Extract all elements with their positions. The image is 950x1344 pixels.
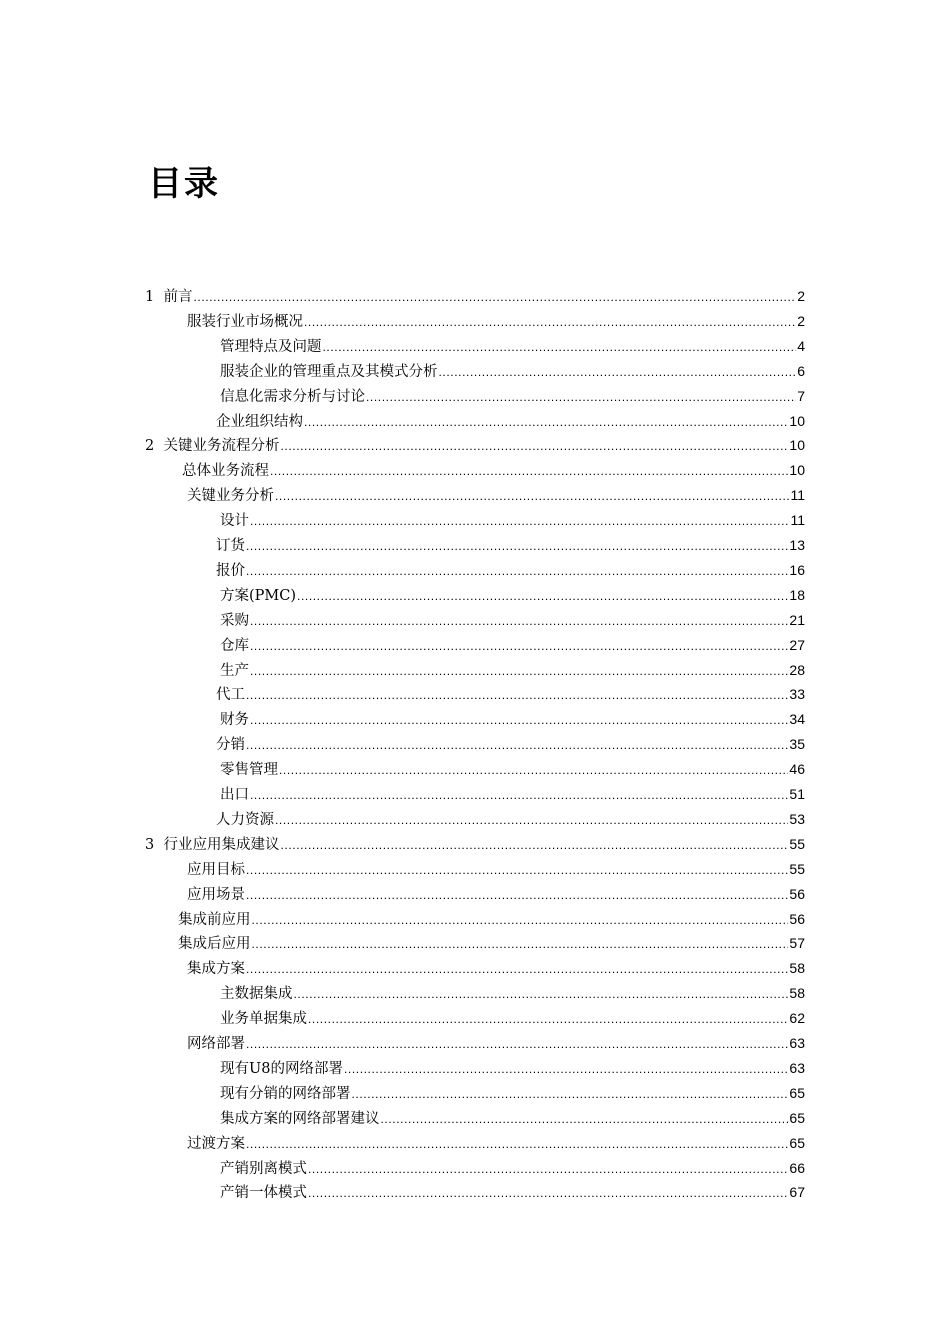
toc-entry-label: 3 行业应用集成建议 — [145, 836, 280, 853]
toc-entry-label: 方案(PMC) — [220, 587, 297, 604]
dot-leader — [304, 410, 788, 435]
dot-leader — [280, 833, 788, 858]
toc-entry[interactable] — [187, 309, 805, 334]
toc-entry-label: 总体业务流程 — [182, 463, 269, 480]
toc-entry-label: 应用场景 — [187, 886, 245, 903]
dot-leader — [275, 484, 789, 509]
toc-entry-page: 58 — [789, 985, 805, 1002]
toc-entry-page: 21 — [789, 611, 805, 628]
toc-entry[interactable] — [187, 857, 805, 882]
toc-entry[interactable] — [145, 433, 805, 458]
toc-entry-label: 产销别离模式 — [220, 1160, 307, 1177]
dot-leader — [250, 783, 788, 808]
toc-entry[interactable] — [220, 608, 805, 633]
toc-entry[interactable] — [220, 583, 805, 608]
toc-entry[interactable] — [182, 458, 805, 483]
toc-entry-page: 55 — [789, 860, 805, 877]
dot-leader — [366, 385, 796, 410]
toc-entry[interactable] — [187, 483, 805, 508]
toc-entry-page: 63 — [789, 1059, 805, 1076]
toc-entry[interactable] — [220, 981, 805, 1006]
dot-leader — [246, 1132, 788, 1157]
toc-entry-page: 10 — [789, 462, 805, 479]
dot-leader — [246, 1032, 788, 1057]
dot-leader — [246, 858, 788, 883]
toc-entry[interactable] — [220, 1106, 805, 1131]
toc-entry-label: 生产 — [220, 662, 249, 679]
dot-leader — [323, 335, 797, 360]
toc-entry-page: 11 — [790, 487, 805, 504]
toc-entry-page: 16 — [789, 561, 805, 578]
toc-entry-label: 零售管理 — [220, 762, 278, 779]
toc-entry-page: 11 — [790, 512, 805, 529]
toc-entry-page: 6 — [797, 362, 805, 379]
toc-entry-label: 服装行业市场概况 — [187, 313, 303, 330]
dot-leader — [294, 982, 789, 1007]
toc-entry[interactable] — [216, 409, 805, 434]
toc-entry-label: 产销一体模式 — [220, 1185, 307, 1202]
toc-entry[interactable] — [216, 682, 805, 707]
toc-entry-label: 现有分销的网络部署 — [220, 1085, 351, 1102]
toc-entry-page: 63 — [789, 1035, 805, 1051]
toc-entry-label: 仓库 — [220, 637, 249, 654]
dot-leader — [270, 459, 788, 484]
dot-leader — [246, 559, 788, 584]
toc-entry-label: 1 前言 — [145, 289, 193, 305]
toc-entry-page: 56 — [789, 910, 805, 927]
toc-entry-page: 57 — [789, 935, 805, 952]
dot-leader — [246, 957, 788, 982]
toc-entry-page: 56 — [789, 885, 805, 902]
dot-leader — [250, 659, 788, 684]
dot-leader — [275, 808, 788, 833]
dot-leader — [250, 634, 788, 659]
toc-entry[interactable] — [220, 1156, 805, 1181]
toc-entry-page: 18 — [789, 586, 805, 603]
toc-entry-label: 应用目标 — [187, 861, 245, 878]
toc-entry[interactable] — [220, 384, 805, 409]
toc-entry-page: 62 — [789, 1010, 805, 1027]
toc-entry-page: 7 — [797, 387, 805, 404]
dot-leader — [344, 1057, 788, 1082]
toc-entry-page: 53 — [789, 810, 805, 827]
toc-entry[interactable] — [145, 832, 805, 857]
toc-entry-label: 设计 — [220, 513, 249, 530]
toc-entry-page: 10 — [789, 412, 805, 429]
toc-entry[interactable] — [187, 1131, 805, 1156]
toc-entry[interactable] — [187, 882, 805, 907]
toc-entry-page: 65 — [789, 1084, 805, 1101]
toc-entry[interactable] — [216, 533, 805, 558]
toc-entry[interactable] — [220, 707, 805, 732]
toc-entry[interactable] — [216, 732, 805, 757]
dot-leader — [246, 883, 788, 908]
toc-entry-page: 2 — [797, 312, 805, 329]
toc-entry[interactable] — [220, 1006, 805, 1031]
toc-entry-label: 集成前应用 — [178, 911, 251, 928]
toc-entry[interactable] — [220, 1056, 805, 1081]
toc-entry-label: 信息化需求分析与讨论 — [220, 388, 365, 405]
toc-entry-label: 报价 — [216, 562, 245, 579]
toc-entry-page: 28 — [789, 661, 805, 678]
toc-entry[interactable] — [220, 757, 805, 782]
toc-entry[interactable] — [220, 1081, 805, 1106]
dot-leader — [308, 1007, 788, 1032]
toc-entry-page: 46 — [789, 761, 805, 778]
toc-entry[interactable] — [220, 633, 805, 658]
dot-leader — [252, 932, 789, 957]
toc-entry[interactable] — [220, 658, 805, 683]
dot-leader — [297, 584, 788, 609]
toc-entry-label: 订货 — [216, 538, 245, 554]
toc-entry-label: 分销 — [216, 737, 245, 754]
toc-entry-label: 管理特点及问题 — [220, 338, 322, 355]
toc-entry-label: 采购 — [220, 612, 249, 629]
toc-entry[interactable] — [145, 284, 805, 309]
toc-entry[interactable] — [216, 807, 805, 832]
toc-entry-label: 2 关键业务流程分析 — [145, 438, 280, 455]
toc-entry-label: 财务 — [220, 712, 249, 729]
dot-leader — [246, 683, 788, 708]
dot-leader — [252, 908, 789, 933]
dot-leader — [279, 758, 788, 783]
toc-entry-label: 现有U8的网络部署 — [220, 1060, 343, 1077]
toc-entry[interactable] — [220, 1180, 805, 1205]
toc-entry-label: 集成后应用 — [178, 936, 251, 953]
toc-entry-label: 集成方案的网络部署建议 — [220, 1110, 380, 1127]
toc-entry-page: 2 — [797, 288, 805, 304]
toc-entry-page: 35 — [789, 736, 805, 753]
toc-entry-label: 关键业务分析 — [187, 488, 274, 505]
toc-entry-page: 55 — [789, 835, 805, 852]
toc-entry-page: 66 — [789, 1159, 805, 1176]
dot-leader — [193, 285, 796, 310]
toc-entry[interactable] — [187, 956, 805, 981]
dot-leader — [250, 708, 788, 733]
toc-entry-page: 65 — [789, 1109, 805, 1126]
toc-entry-page: 33 — [789, 686, 805, 703]
toc-entry[interactable] — [187, 1031, 805, 1056]
dot-leader — [280, 434, 788, 459]
dot-leader — [308, 1181, 788, 1206]
page-title: 目录 — [148, 164, 220, 204]
toc-entry-page: 13 — [789, 537, 805, 553]
toc-entry[interactable] — [220, 782, 805, 807]
toc-entry-label: 企业组织结构 — [216, 413, 303, 430]
toc-entry-page: 58 — [789, 960, 805, 977]
toc-entry-label: 集成方案 — [187, 961, 245, 978]
toc-entry[interactable] — [178, 931, 805, 956]
toc-entry-page: 65 — [789, 1134, 805, 1151]
dot-leader — [246, 733, 788, 758]
toc-entry[interactable] — [216, 558, 805, 583]
dot-leader — [381, 1107, 789, 1132]
toc-entry-page: 27 — [789, 636, 805, 653]
dot-leader — [246, 534, 788, 559]
toc-entry-label: 过渡方案 — [187, 1135, 245, 1152]
toc-entry-label: 服装企业的管理重点及其模式分析 — [220, 363, 438, 380]
toc-entry-label: 人力资源 — [216, 811, 274, 828]
toc-entry-label: 业务单据集成 — [220, 1011, 307, 1028]
toc-entry-label: 出口 — [220, 787, 249, 803]
dot-leader — [352, 1082, 789, 1107]
toc-entry-page: 34 — [789, 711, 805, 728]
toc-entry-page: 51 — [789, 786, 805, 802]
dot-leader — [439, 360, 797, 385]
dot-leader — [250, 509, 789, 534]
toc-entry[interactable] — [178, 907, 805, 932]
toc-entry[interactable] — [220, 359, 805, 384]
toc-entry-label: 代工 — [216, 687, 245, 704]
toc-entry-page: 67 — [789, 1184, 805, 1201]
toc-entry-label: 主数据集成 — [220, 986, 293, 1003]
dot-leader — [308, 1157, 788, 1182]
toc-entry[interactable] — [220, 508, 805, 533]
toc-entry[interactable] — [220, 334, 805, 359]
toc-entry-label: 网络部署 — [187, 1036, 245, 1052]
toc-entry-page: 10 — [789, 437, 805, 454]
toc-entry-page: 4 — [797, 337, 805, 354]
dot-leader — [250, 609, 788, 634]
dot-leader — [304, 310, 796, 335]
